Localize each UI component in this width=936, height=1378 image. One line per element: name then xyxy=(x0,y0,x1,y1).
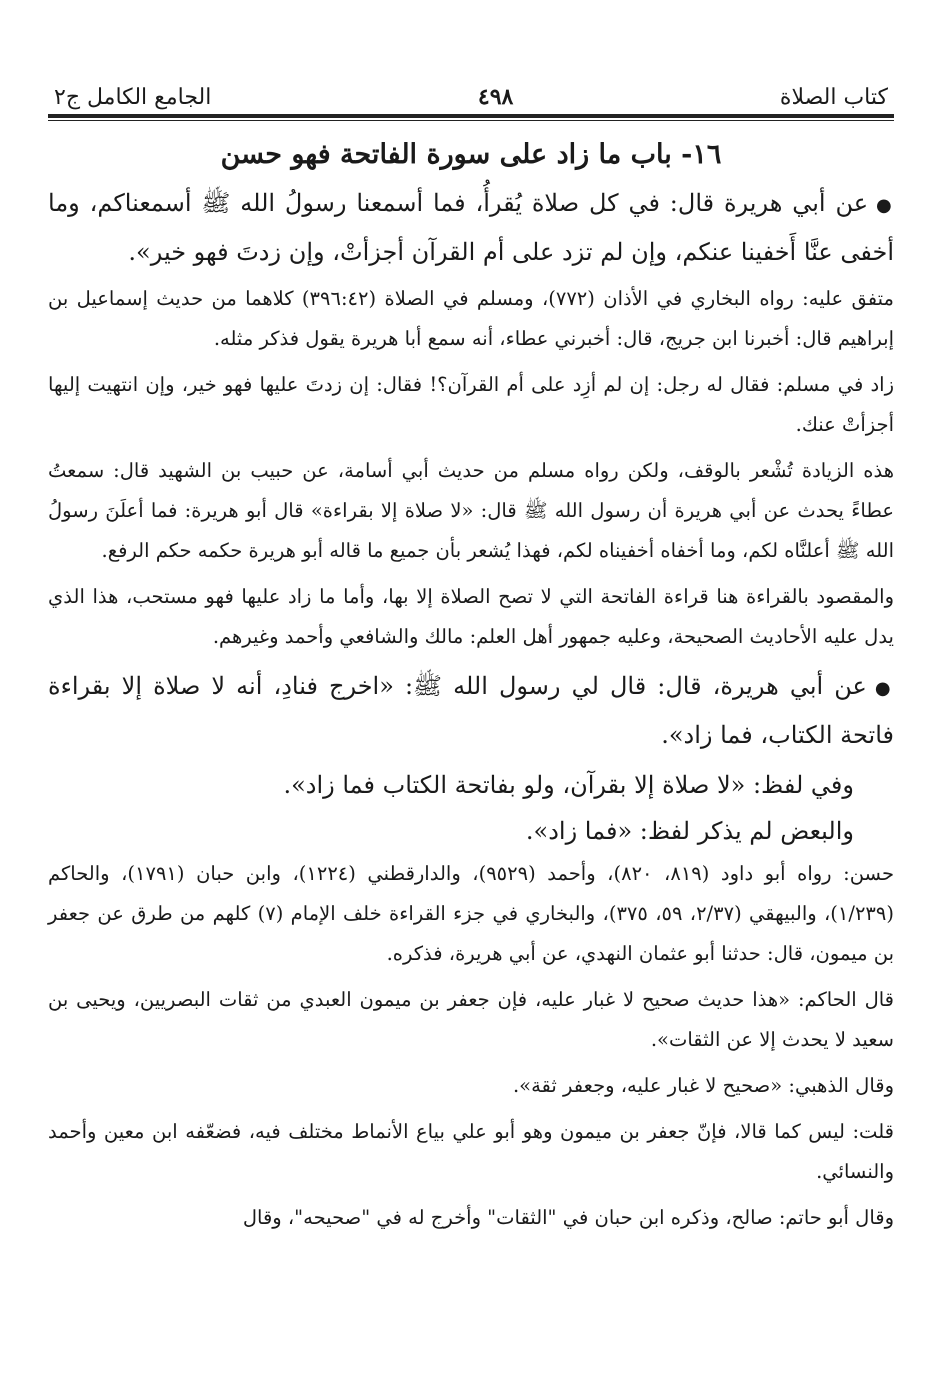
commentary-paragraph: قال الحاكم: «هذا حديث صحيح لا غبار عليه، فإن جعفر بن ميمون العبدي من ثقات البصريين، ويحيى بن سعيد لا يحدث إلا عن الثقات». xyxy=(48,988,894,1051)
commentary-paragraph: قلت: ليس كما قالا، فإنّ جعفر بن ميمون وهو أبو علي بياع الأنماط مختلف فيه، فضعّفه ابن معين وأحمد والنسائي. xyxy=(48,1120,894,1183)
bullet-icon: ● xyxy=(874,678,894,699)
commentary-paragraph: هذه الزيادة تُشْعر بالوقف، ولكن رواه مسلم من حديث أبي أسامة، عن حبيب بن الشهيد قال: سمعتُ عطاءً يحدث عن أبي هريرة أن رسول الله ﷺ قال: «لا صلاة إلا بقراءة» قال أبو هريرة: فما أعلَنَ رسولُ الله ﷺ أعلنَّاه لكم، وما أخفاه أخفيناه لكم، فهذا يُشعر بأن جميع ما قاله أبو هريرة حكمه حكم الرفع. xyxy=(48,459,894,562)
header-book-title: الجامع الكامل ج٢ xyxy=(54,85,212,110)
header-rule-thick xyxy=(48,114,894,118)
hadith-paragraph xyxy=(48,180,894,275)
commentary-paragraph: وقال أبو حاتم: صالح، وذكره ابن حبان في "الثقات" وأخرج له في "صحيحه"، وقال xyxy=(242,1206,894,1229)
chapter-title: ١٦- باب ما زاد على سورة الفاتحة فهو حسن xyxy=(220,139,722,170)
header-book-section: كتاب الصلاة xyxy=(779,85,888,110)
hadith-paragraph xyxy=(48,663,894,758)
commentary-paragraph: حسن: رواه أبو داود (٨١٩، ٨٢٠)، وأحمد (٩٥٢٩)، والدارقطني (١٢٢٤)، وابن حبان (١٧٩١)، والحاكم (١/٢٣٩)، والبيهقي (٢/٣٧، ٥٩، ٣٧٥)، والبخاري في جزء القراءة خلف الإمام (٧) كلهم من طرق عن جعفر بن ميمون، قال: حدثنا أبو عثمان النهدي، عن أبي هريرة، فذكره. xyxy=(48,862,895,965)
commentary-paragraph: والمقصود بالقراءة هنا قراءة الفاتحة التي لا تصح الصلاة إلا بها، وأما ما زاد عليها فهو مستحب، هذا الذي يدل عليه الأحاديث الصحيحة، وعليه جمهور أهل العلم: مالك والشافعي وأحمد وغيرهم. xyxy=(48,585,894,648)
header-rule-thin xyxy=(48,120,894,121)
commentary-paragraph: زاد في مسلم: فقال له رجل: إن لم أزِد على أم القرآن؟! فقال: إن زدتَ عليها فهو خير، وإن انتهيت إليها أجزأتْ عنك. xyxy=(48,373,894,436)
commentary-paragraph: وقال الذهبي: «صحيح لا غبار عليه، وجعفر ثقة». xyxy=(512,1074,894,1097)
page xyxy=(48,60,894,1244)
variant-wording: والبعض لم يذكر لفظ: «فما زاد». xyxy=(525,817,854,845)
variant-wording: وفي لفظ: «لا صلاة إلا بقرآن، ولو بفاتحة الكتاب فما زاد». xyxy=(283,771,854,799)
page-number: ٤٩٨ xyxy=(477,84,514,110)
bullet-icon: ● xyxy=(876,195,894,216)
running-header xyxy=(48,60,894,110)
hadith-text: عن أبي هريرة، قال: قال لي رسول الله ﷺ: «اخرج فنادِ، أنه لا صلاة إلا بقراءة فاتحة الكتاب، فما زاد». xyxy=(48,672,894,749)
commentary-paragraph: متفق عليه: رواه البخاري في الأذان (٧٧٢)، ومسلم في الصلاة (٣٩٦:٤٢) كلاهما من حديث إسماعيل بن إبراهيم قال: أخبرنا ابن جريج، قال: أخبرني عطاء، أنه سمع أبا هريرة يقول فذكر مثله. xyxy=(48,287,894,350)
hadith-text: عن أبي هريرة قال: في كل صلاة يُقرأُ، فما أسمعنا رسولُ الله ﷺ أسمعناكم، وما أخفى عنَّا أَخفينا عنكم، وإن لم تزد على أم القرآن أجزأتْ، وإن زدتَ فهو خير». xyxy=(48,189,894,266)
